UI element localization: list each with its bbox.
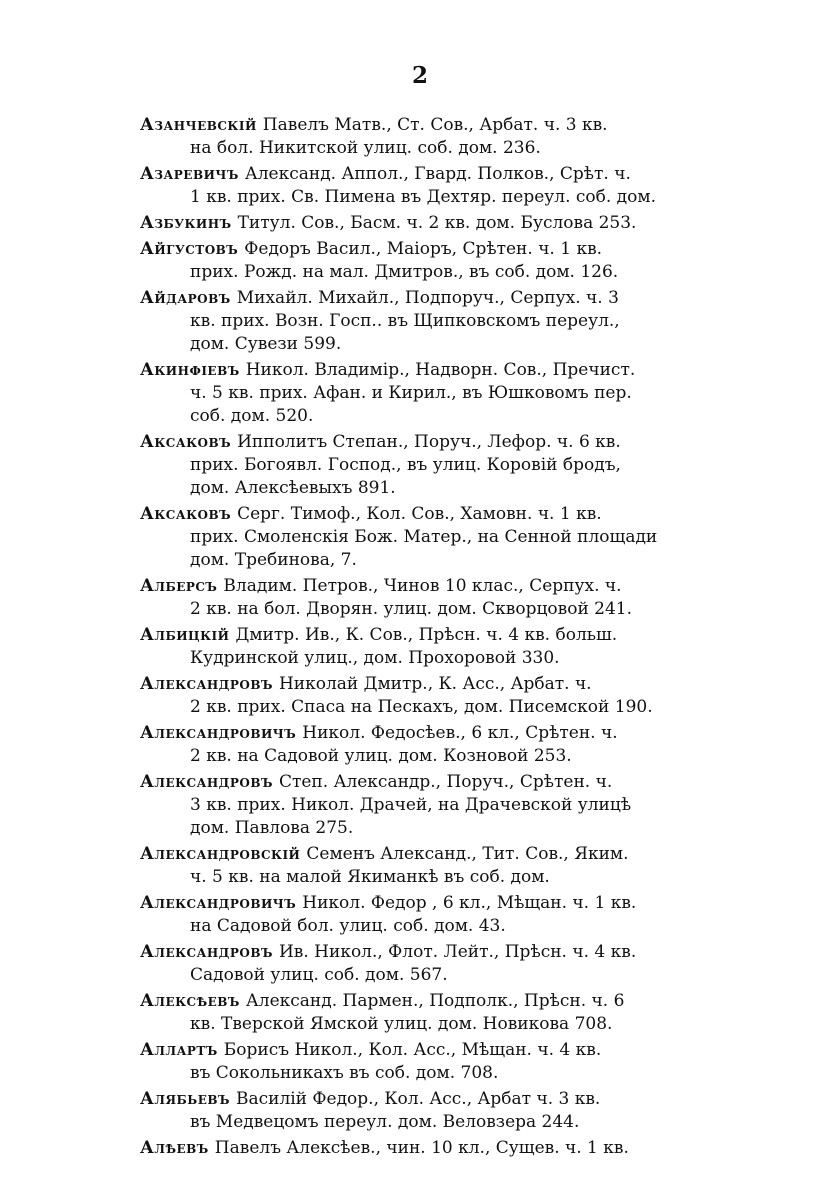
entry-surname: Азанчевскій xyxy=(140,115,257,135)
entry-details: Василій Федор., Кол. Асс., Арбат ч. 3 кв. xyxy=(235,1089,601,1109)
entry-continuation-line: дом. Сувези 599. xyxy=(190,334,342,354)
entry-first-line xyxy=(140,1137,700,1160)
directory-entry xyxy=(140,892,700,938)
entry-continuation-line: Кудринской улиц., дом. Прохоровой 330. xyxy=(190,648,560,668)
directory-entry xyxy=(140,1088,700,1134)
entry-first-line xyxy=(140,1088,700,1111)
entry-surname: Аллартъ xyxy=(140,1040,218,1060)
entry-first-line xyxy=(140,575,700,598)
entry-first-line xyxy=(140,114,700,137)
entry-surname: Азаревичъ xyxy=(140,164,239,184)
entry-continuation-line: 2 кв. прих. Спаса на Пескахъ, дом. Писемской 190. xyxy=(190,697,653,717)
directory-entry xyxy=(140,575,700,621)
entry-first-line xyxy=(140,238,700,261)
entry-details: Ипполитъ Степан., Поруч., Лефор. ч. 6 кв. xyxy=(237,432,621,452)
directory-entries xyxy=(140,114,700,1163)
entry-details: Титул. Сов., Басм. ч. 2 кв. дом. Буслова 253. xyxy=(237,213,637,233)
entry-continuation-line: 3 кв. прих. Никол. Драчей, на Драчевской улицѣ xyxy=(190,795,632,815)
entry-continuation-line: соб. дом. 520. xyxy=(190,406,314,426)
entry-details: Никол. Федор , 6 кл., Мѣщан. ч. 1 кв. xyxy=(302,893,637,913)
entry-surname: Александровъ xyxy=(140,772,273,792)
entry-continuation-line: кв. Тверской Ямской улиц. дом. Новикова 708. xyxy=(190,1014,613,1034)
entry-surname: Александровичъ xyxy=(140,893,297,913)
entry-first-line xyxy=(140,673,700,696)
entry-details: Федоръ Васил., Маіоръ, Срѣтен. ч. 1 кв. xyxy=(244,239,603,259)
entry-details: Серг. Тимоф., Кол. Сов., Хамовн. ч. 1 кв. xyxy=(237,504,602,524)
directory-entry xyxy=(140,359,700,428)
entry-details: Александ. Аппол., Гвард. Полков., Срѣт. ч. xyxy=(244,164,631,184)
entry-continuation-line: на Садовой бол. улиц. соб. дом. 43. xyxy=(190,916,506,936)
entry-details: Никол. Федосѣев., 6 кл., Срѣтен. ч. xyxy=(302,723,618,743)
entry-details: Никол. Владиміp., Надворн. Сов., Пречист. xyxy=(245,360,636,380)
entry-first-line xyxy=(140,722,700,745)
entry-surname: Александровъ xyxy=(140,674,273,694)
entry-details: Владим. Петров., Чинов 10 клас., Серпух. ч. xyxy=(223,576,622,596)
directory-entry xyxy=(140,1039,700,1085)
entry-continuation-line: дом. Требинова, 7. xyxy=(190,550,357,570)
entry-continuation-line: дом. Алексѣевыхъ 891. xyxy=(190,478,396,498)
entry-surname: Александровскій xyxy=(140,844,301,864)
entry-continuation-line: 2 кв. на Садовой улиц. дом. Козновой 253. xyxy=(190,746,572,766)
entry-continuation-line: кв. прих. Возн. Госп.. въ Щипковскомъ переул., xyxy=(190,311,620,331)
entry-details: Ив. Никол., Флот. Лейт., Прѣсн. ч. 4 кв. xyxy=(278,942,637,962)
entry-continuation-line: дом. Павлова 275. xyxy=(190,818,354,838)
entry-surname: Аксаковъ xyxy=(140,432,232,452)
directory-entry xyxy=(140,238,700,284)
entry-details: Михайл. Михайл., Подпоруч., Серпух. ч. 3 xyxy=(236,288,619,308)
entry-first-line xyxy=(140,892,700,915)
entry-continuation-line: въ Медвецомъ переул. дом. Веловзера 244. xyxy=(190,1112,580,1132)
directory-entry xyxy=(140,624,700,670)
entry-first-line xyxy=(140,431,700,454)
entry-continuation-line: прих. Рожд. на мал. Дмитров., въ соб. дом. 126. xyxy=(190,262,619,282)
directory-entry xyxy=(140,287,700,356)
entry-surname: Алексѣевъ xyxy=(140,991,240,1011)
entry-first-line xyxy=(140,941,700,964)
entry-continuation-line: на бол. Никитской улиц. соб. дом. 236. xyxy=(190,138,541,158)
directory-entry xyxy=(140,114,700,160)
entry-surname: Айгустовъ xyxy=(140,239,239,259)
entry-surname: Азбукинъ xyxy=(140,213,232,233)
entry-details: Николай Дмитр., К. Асс., Арбат. ч. xyxy=(278,674,592,694)
entry-surname: Аксаковъ xyxy=(140,504,232,524)
page-number: 2 xyxy=(411,62,428,89)
entry-surname: Алберсъ xyxy=(140,576,218,596)
entry-first-line xyxy=(140,163,700,186)
entry-continuation-line: 2 кв. на бол. Дворян. улиц. дом. Скворцовой 241. xyxy=(190,599,633,619)
entry-surname: Акинфіевъ xyxy=(140,360,240,380)
entry-surname: Александровичъ xyxy=(140,723,297,743)
entry-continuation-line: ч. 5 кв. прих. Афан. и Кирил., въ Юшковомъ пер. xyxy=(190,383,632,403)
directory-entry xyxy=(140,843,700,889)
entry-surname: Алябьевъ xyxy=(140,1089,230,1109)
entry-details: Степ. Александр., Поруч., Срѣтен. ч. xyxy=(278,772,613,792)
directory-entry xyxy=(140,941,700,987)
entry-details: Семенъ Александ., Тит. Сов., Яким. xyxy=(306,844,629,864)
entry-surname: Албицкій xyxy=(140,625,230,645)
entry-details: Александ. Пармен., Подполк., Прѣсн. ч. 6 xyxy=(245,991,625,1011)
entry-details: Павелъ Алексѣев., чин. 10 кл., Сущев. ч. 1 кв. xyxy=(214,1138,629,1158)
directory-entry xyxy=(140,771,700,840)
directory-entry xyxy=(140,722,700,768)
entry-continuation-line: прих. Смоленскія Бож. Матер., на Сенной площади xyxy=(190,527,658,547)
directory-entry xyxy=(140,673,700,719)
entry-surname: Айдаровъ xyxy=(140,288,231,308)
entry-continuation-line: 1 кв. прих. Св. Пимена въ Дехтяр. переул. соб. дом. xyxy=(190,187,657,207)
entry-first-line xyxy=(140,771,700,794)
entry-continuation-line: ч. 5 кв. на малой Якиманкѣ въ соб. дом. xyxy=(190,867,550,887)
entry-first-line xyxy=(140,843,700,866)
entry-first-line xyxy=(140,624,700,647)
directory-entry xyxy=(140,431,700,500)
entry-first-line xyxy=(140,212,700,235)
entry-first-line xyxy=(140,287,700,310)
entry-continuation-line: прих. Богоявл. Господ., въ улиц. Коровій бродъ, xyxy=(190,455,621,475)
entry-surname: Александровъ xyxy=(140,942,273,962)
entry-first-line xyxy=(140,359,700,382)
entry-details: Дмитр. Ив., К. Сов., Прѣсн. ч. 4 кв. больш. xyxy=(235,625,618,645)
entry-first-line xyxy=(140,1039,700,1062)
directory-entry xyxy=(140,163,700,209)
directory-entry xyxy=(140,212,700,235)
entry-details: Павелъ Матв., Ст. Сов., Арбат. ч. 3 кв. xyxy=(262,115,608,135)
entry-first-line xyxy=(140,990,700,1013)
directory-entry xyxy=(140,990,700,1036)
directory-entry xyxy=(140,503,700,572)
directory-entry xyxy=(140,1137,700,1160)
entry-first-line xyxy=(140,503,700,526)
entry-details: Борисъ Никол., Кол. Асс., Мѣщан. ч. 4 кв. xyxy=(223,1040,602,1060)
entry-continuation-line: въ Сокольникахъ въ соб. дом. 708. xyxy=(190,1063,499,1083)
entry-continuation-line: Садовой улиц. соб. дом. 567. xyxy=(190,965,448,985)
entry-surname: Алѣевъ xyxy=(140,1138,209,1158)
